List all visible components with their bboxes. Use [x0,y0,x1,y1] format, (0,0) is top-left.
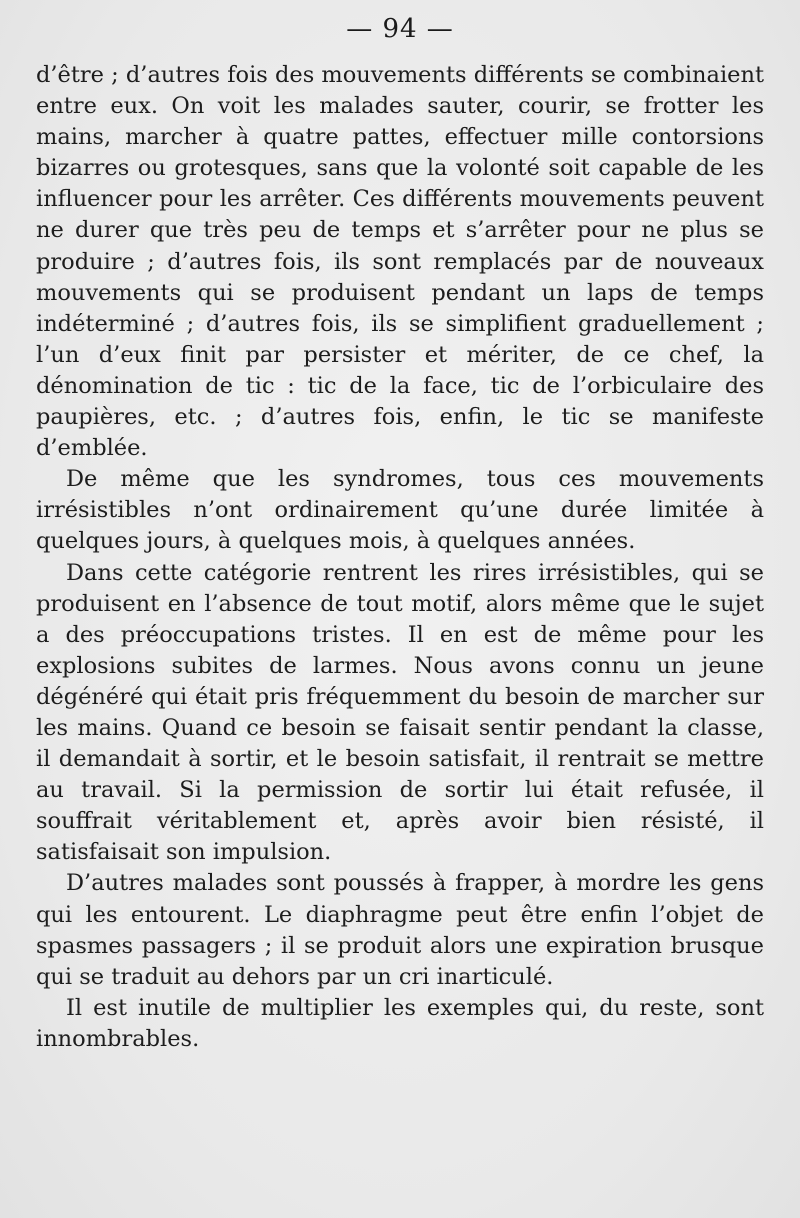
body-text [36,60,764,1055]
paragraph: Il est inutile de multiplier les exemples qui, du reste, sont innombrables. [36,994,764,1052]
paragraph: De même que les syndromes, tous ces mouvements irrésistibles n’ont ordinairement qu’une durée limitée à quelques jours, à quelques mois, à quelques années. [36,466,764,555]
page-number: — 94 — [346,14,454,44]
paragraph: D’autres malades sont poussés à frapper, à mordre les gens qui les entourent. Le diaphragme peut être enfin l’objet de spasmes passagers ; il se produit alors une expiration brusque qui se traduit au dehors par un cri inarticulé. [36,870,764,990]
paragraph-continuation: d’être ; d’autres fois des mouvements différents se combinaient entre eux. On voit les malades sauter, courir, se frotter les mains, marcher à quatre pattes, effectuer mille contorsions bizarres ou grotesques, sans que la volonté soit capable de les influencer pour les arrêter. Ces différents mouvements peuvent ne durer que très peu de temps et s’arrêter pour ne plus se produire ; d’autres fois, ils sont remplacés par de nouveaux mouvements qui se produisent pendant un laps de temps indéterminé ; d’autres fois, ils se simplifient graduellement ; l’un d’eux finit par persister et mériter, de ce chef, la dénomination de tic : tic de la face, tic de l’orbiculaire des paupières, etc. ; d’autres fois, enfin, le tic se manifeste d’emblée. [36,62,764,462]
paragraph: Dans cette catégorie rentrent les rires irrésistibles, qui se produisent en l’absence de tout motif, alors même que le sujet a des préoccupations tristes. Il en est de même pour les explosions subites de larmes. Nous avons connu un jeune dégénéré qui était pris fréquemment du besoin de marcher sur les mains. Quand ce besoin se faisait sentir pendant la classe, il demandait à sortir, et le besoin satisfait, il rentrait se mettre au travail. Si la permission de sortir lui était refusée, il souffrait véritablement et, après avoir bien résisté, il satisfaisait son impulsion. [36,559,764,866]
